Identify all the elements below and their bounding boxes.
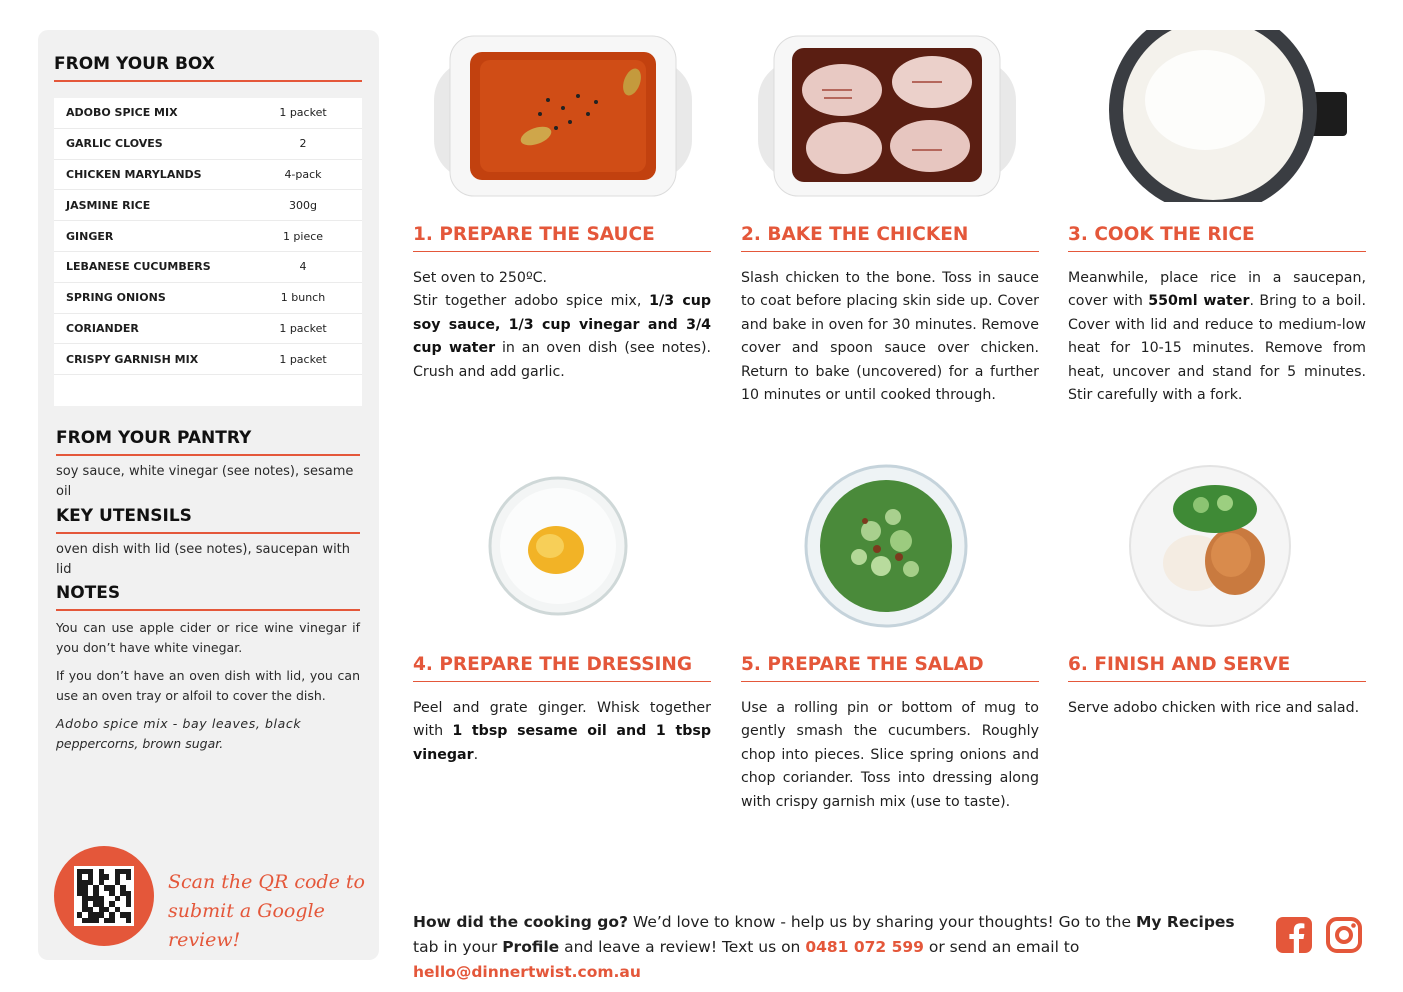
step-6-title: 6. FINISH AND SERVE (1068, 654, 1366, 682)
note-spice-mix-line2: peppercorns, brown sugar. (56, 736, 224, 751)
footer-text-4: or send an email to (923, 938, 1080, 956)
chicken-dish-image (742, 28, 1032, 203)
box-heading: FROM YOUR BOX (54, 54, 362, 82)
pantry-heading: FROM YOUR PANTRY (56, 428, 360, 456)
step-3-text-a: Meanwhile, place rice in a saucepan, cover with (1068, 270, 1366, 310)
table-row (54, 98, 362, 129)
note-spice-mix-line1: Adobo spice mix - bay leaves, black (56, 716, 302, 731)
table-row (54, 252, 362, 283)
step-1-text-c: in an oven dish (see notes). Crush and add garlic. (413, 340, 711, 380)
ingredient-name: SPRING ONIONS (66, 291, 166, 305)
step-5-title: 5. PREPARE THE SALAD (741, 654, 1039, 682)
ingredient-qty: 4 (299, 260, 307, 274)
ingredient-qty: 1 packet (279, 321, 327, 335)
phone-link[interactable]: 0481 072 599 (805, 938, 924, 956)
step-2-title: 2. BAKE THE CHICKEN (741, 224, 1039, 252)
step-6-body: Serve adobo chicken with rice and salad. (1068, 700, 1360, 716)
chicken-dish-illustration (752, 30, 1022, 202)
ingredients-sidebar (38, 30, 379, 960)
footer-text-3: and leave a review! Text us on (559, 938, 806, 956)
table-row (54, 129, 362, 160)
sauce-dish-image (418, 28, 708, 203)
email-link[interactable]: hello@dinnertwist.com.au (413, 963, 641, 981)
rice-pot-illustration (1085, 30, 1365, 202)
table-row (54, 314, 362, 345)
plated-meal-image (1065, 458, 1355, 633)
step-3-text-c: . Bring to a boil. Cover with lid and reduce to medium-low heat for 10-15 minutes. Remove from heat, uncover and stand for 5 minutes. Stir carefully with a fork. (1068, 293, 1366, 404)
ingredient-name: ADOBO SPICE MIX (66, 106, 178, 120)
qr-prompt-line2: submit a Google review! (168, 900, 325, 951)
table-row (54, 190, 362, 221)
instagram-icon-svg (1325, 916, 1363, 954)
facebook-icon-svg (1275, 916, 1313, 954)
ingredient-qty: 1 bunch (280, 291, 326, 305)
table-row (54, 283, 362, 314)
ingredient-qty: 4-pack (284, 167, 322, 181)
salad-bowl-image (741, 458, 1031, 633)
my-recipes-link[interactable]: My Recipes (1135, 913, 1235, 931)
notes-heading: NOTES (56, 583, 360, 611)
note-spice-mix (56, 714, 360, 754)
note-item: You can use apple cider or rice wine vinegar if you don’t have white vinegar. (56, 620, 360, 655)
step-3-body (1068, 267, 1366, 407)
ingredient-qty: 300g (289, 198, 317, 212)
qr-prompt-line1: Scan the QR code to (168, 871, 365, 893)
box-ingredients-table (54, 98, 362, 406)
step-4-text-c: . (473, 746, 479, 763)
facebook-icon[interactable] (1275, 916, 1313, 954)
notes-section (56, 618, 360, 754)
ingredient-name: LEBANESE CUCUMBERS (66, 260, 211, 274)
rice-pot-image (1080, 28, 1370, 203)
step-4-bold: 1 tbsp sesame oil and 1 tbsp vinegar (413, 723, 711, 763)
step-4-title: 4. PREPARE THE DRESSING (413, 654, 711, 682)
step-5-body: Use a rolling pin or bottom of mug to gently smash the cucumbers. Roughly chop into pieces. Slice spring onions and chop coriander. Toss into dressing along with crispy garnish mix (use to taste). (741, 700, 1039, 810)
utensils-heading: KEY UTENSILS (56, 506, 360, 534)
ingredient-name: GINGER (66, 229, 114, 243)
profile-link[interactable]: Profile (502, 938, 560, 956)
footer-question: How did the cooking go? (413, 913, 628, 931)
step-1-text-a: Stir together adobo spice mix, (413, 293, 650, 310)
ingredient-name: CHICKEN MARYLANDS (66, 167, 202, 181)
step-3-bold: 550ml water (1148, 293, 1250, 310)
step-4-text-a: Peel and grate ginger. Whisk together with (413, 700, 711, 740)
step-1-bold: 1/3 cup soy sauce, 1/3 cup vinegar and 3/4 cup water (413, 293, 711, 357)
qr-module (126, 918, 131, 923)
step-1-title: 1. PREPARE THE SAUCE (413, 224, 711, 252)
dressing-bowl-illustration (478, 466, 638, 626)
step-1-line1: Set oven to 250ºC. (413, 270, 548, 286)
plated-meal-illustration (1125, 461, 1295, 631)
ingredient-name: CRISPY GARNISH MIX (66, 352, 199, 366)
qr-code-icon[interactable] (74, 866, 134, 926)
review-footer (413, 910, 1263, 985)
ingredient-name: JASMINE RICE (66, 198, 151, 212)
salad-bowl-illustration (801, 461, 971, 631)
utensils-text: oven dish with lid (see notes), saucepan with lid (56, 542, 351, 577)
step-2-body: Slash chicken to the bone. Toss in sauce to coat before placing skin side up. Cover and bake in oven for 30 minutes. Remove cover and spoon sauce over chicken. Return to bake (uncovered) for a further 10 minutes or until cooked through. (741, 270, 1039, 404)
ingredient-name: GARLIC CLOVES (66, 137, 163, 151)
step-1-body (413, 267, 711, 384)
ingredient-qty: 1 packet (279, 106, 327, 120)
ingredient-qty: 1 piece (282, 229, 324, 243)
step-4-body (413, 697, 711, 767)
footer-text-1: We’d love to know - help us by sharing your thoughts! Go to the (627, 913, 1136, 931)
step-3-title: 3. COOK THE RICE (1068, 224, 1366, 252)
note-item: If you don’t have an oven dish with lid, you can use an oven tray or alfoil to cover the dish. (56, 668, 360, 703)
table-row (54, 344, 362, 375)
ingredient-qty: 2 (299, 137, 307, 151)
instagram-icon[interactable] (1325, 916, 1363, 954)
dressing-bowl-image (413, 458, 703, 633)
table-row (54, 160, 362, 191)
ingredient-name: CORIANDER (66, 321, 139, 335)
qr-review-prompt (168, 868, 368, 955)
sauce-dish-illustration (428, 30, 698, 202)
ingredient-qty: 1 packet (279, 352, 327, 366)
table-row (54, 221, 362, 252)
qr-code-badge[interactable] (54, 846, 154, 946)
footer-text-2: tab in your (413, 938, 503, 956)
pantry-text: soy sauce, white vinegar (see notes), sesame oil (56, 464, 354, 499)
